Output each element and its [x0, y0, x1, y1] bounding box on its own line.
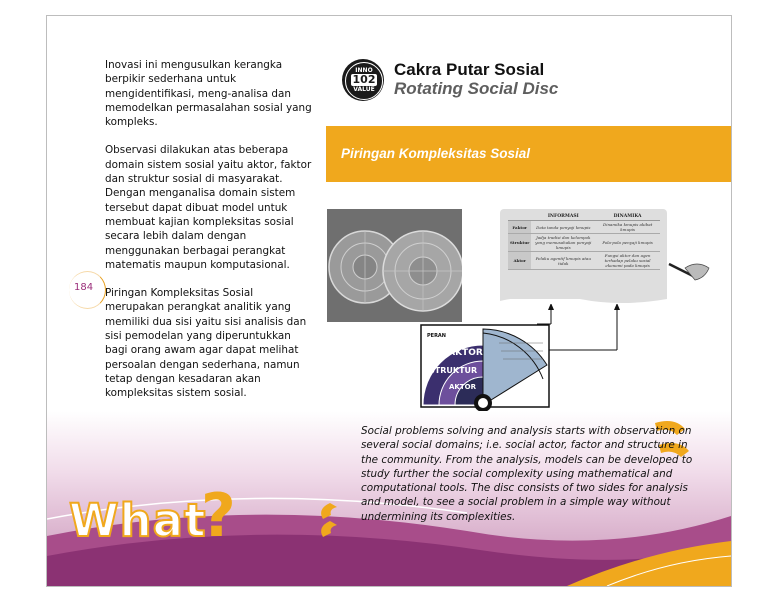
- row-info: Pelaku agentif kmupis atau tidak: [531, 252, 595, 270]
- page-subtitle: Rotating Social Disc: [394, 79, 559, 98]
- observation-paragraph: Observasi dilakukan atas beberapa domain sistem sosial yaitu aktor, faktor dan struktur sosial di masyarakat. Dengan menganalisa domain sistem tersebut dapat dibuat model untuk membuat kajian kompleksitas sosial secara lebih dalam dengan menggunakan berbagai perangkat matematis maupun komputasional.: [105, 144, 312, 271]
- row-dynamics: Pola-pola penyaji kmupis: [595, 234, 660, 252]
- section-band: [326, 126, 732, 182]
- domain-table: [508, 213, 660, 270]
- domain-table-card: [500, 209, 667, 299]
- row-info: Data tanda penyaji kmupis: [531, 221, 595, 234]
- row-dynamics: Fungsi aktor dan agen terhadap pelaku sosial ekonomi pada kmupis: [595, 252, 660, 270]
- row-label: Struktur: [508, 234, 531, 252]
- table-header-dinamika: DINAMIKA: [595, 213, 660, 221]
- what-heading: What: [69, 494, 207, 547]
- badge-line-2: 102: [352, 73, 376, 86]
- disc-label-faktor: FAKTOR: [443, 348, 483, 358]
- disc-paragraph: Piringan Kompleksitas Sosial merupakan perangkat analitik yang memiliki dua sisi yaitu sisi analisis dan sisi pemodelan yang diperuntukkan bagi orang awam agar dapat melihat persoalan dengan sederhana, namun tetap dengan kesadaran akan kompleksitas sistem sosial.: [105, 287, 307, 400]
- badge-line-3: VALUE: [353, 86, 375, 93]
- disc-label-struktur: STRUKTUR: [429, 366, 478, 375]
- section-band-label: Piringan Kompleksitas Sosial: [341, 146, 531, 161]
- table-row: [508, 252, 660, 270]
- row-info: Jadja tradisi dan kelompok yang memusahakan penyaji kmupis: [531, 234, 595, 252]
- connector-arrows: [537, 304, 647, 354]
- row-label: Aktor: [508, 252, 531, 270]
- table-header-informasi: INFORMASI: [531, 213, 595, 221]
- page-number: 184: [74, 282, 94, 293]
- page: [46, 15, 732, 587]
- page-title: Cakra Putar Sosial: [394, 60, 545, 79]
- disc-diagram: [419, 323, 551, 413]
- english-summary: Social problems solving and analysis starts with observation on several social domains; i.e. social actor, factor and structure in the community. From the analysis, models can be developed to study further the social complexity using mathematical and computational tools. The disc consists of two sides for analysis and model, to see a social problem in a simple way without undermining its complexities.: [361, 425, 693, 523]
- disc-label-top: PERAN: [427, 333, 446, 339]
- disc-label-aktor: AKTOR: [449, 383, 476, 391]
- row-label: Faktor: [508, 221, 531, 234]
- table-row: [508, 234, 660, 252]
- question-mark: ?: [201, 481, 236, 551]
- disc-photo: [327, 209, 462, 322]
- row-dynamics: Dinamika kmupis akibat kmupis: [595, 221, 660, 234]
- intro-paragraph: Inovasi ini mengusulkan kerangka berpikir sederhana untuk mengidentifikasi, meng-analisa dan memodelkan permasalahan sosial yang kompleks.: [105, 59, 312, 129]
- badge-line-1: INNO: [355, 67, 373, 74]
- table-row: [508, 221, 660, 234]
- inno-value-badge-icon: [342, 59, 384, 101]
- table-header-empty: [508, 213, 531, 221]
- left-column: [105, 58, 315, 415]
- pen-hand-icon: [667, 254, 712, 284]
